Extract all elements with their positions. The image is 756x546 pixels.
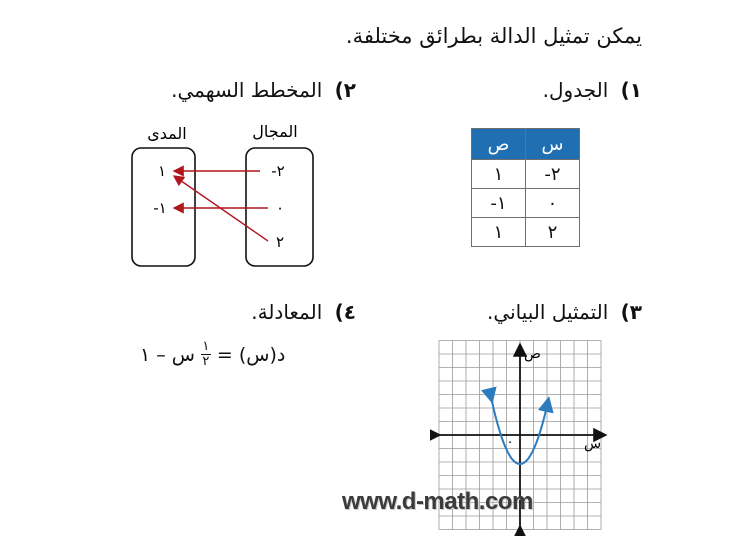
section-title: المخطط السهمي.: [171, 78, 323, 102]
equation-lhs: د(س): [238, 343, 286, 366]
domain-value: -٢: [271, 162, 285, 180]
origin-label: ٠: [506, 435, 514, 450]
table-cell-y: ١: [472, 160, 526, 189]
table-cell-x: ٢: [526, 218, 580, 247]
equation-variable: س: [171, 343, 195, 366]
range-value: ١: [157, 162, 167, 180]
section-title: التمثيل البياني.: [487, 300, 609, 324]
section-title: الجدول.: [542, 78, 609, 102]
domain-label: المجال: [252, 122, 298, 141]
arrow-diagram: [120, 115, 340, 275]
range-value: -١: [153, 199, 167, 217]
equation-equals: =: [216, 343, 233, 366]
range-label: المدى: [147, 124, 187, 143]
table-row: [472, 218, 580, 247]
domain-value: ٢: [275, 233, 285, 251]
table-row: [472, 160, 580, 189]
equation-minus: –: [156, 343, 166, 366]
equation-fraction: [201, 340, 211, 369]
watermark: www.d-math.com: [342, 488, 533, 515]
table-header-x: س: [526, 129, 580, 160]
section-number: ٤): [334, 300, 356, 324]
table-cell-x: ٠: [526, 189, 580, 218]
section-number: ٣): [620, 300, 642, 324]
section-heading-equation: [251, 300, 356, 324]
values-table: [471, 128, 580, 247]
section-heading-arrow-diagram: [171, 78, 356, 102]
y-axis-label: ص: [524, 346, 541, 362]
intro-text: يمكن تمثيل الدالة بطرائق مختلفة.: [345, 24, 642, 48]
section-heading-table: [543, 78, 642, 102]
function-equation: [140, 340, 285, 369]
equation-constant: ١: [140, 343, 151, 366]
section-heading-graph: [487, 300, 642, 324]
table-cell-x: -٢: [526, 160, 580, 189]
table-header-row: [472, 129, 580, 160]
section-number: ٢): [334, 78, 356, 102]
domain-value: ٠: [275, 199, 285, 217]
table-cell-y: -١: [472, 189, 526, 218]
table-cell-y: ١: [472, 218, 526, 247]
section-title: المعادلة.: [251, 300, 323, 324]
fraction-numerator: ١: [202, 339, 210, 354]
table-header-y: ص: [472, 129, 526, 160]
x-axis-label: س: [584, 436, 602, 452]
fraction-denominator: ٢: [202, 354, 210, 369]
table-row: [472, 189, 580, 218]
section-number: ١): [620, 78, 642, 102]
